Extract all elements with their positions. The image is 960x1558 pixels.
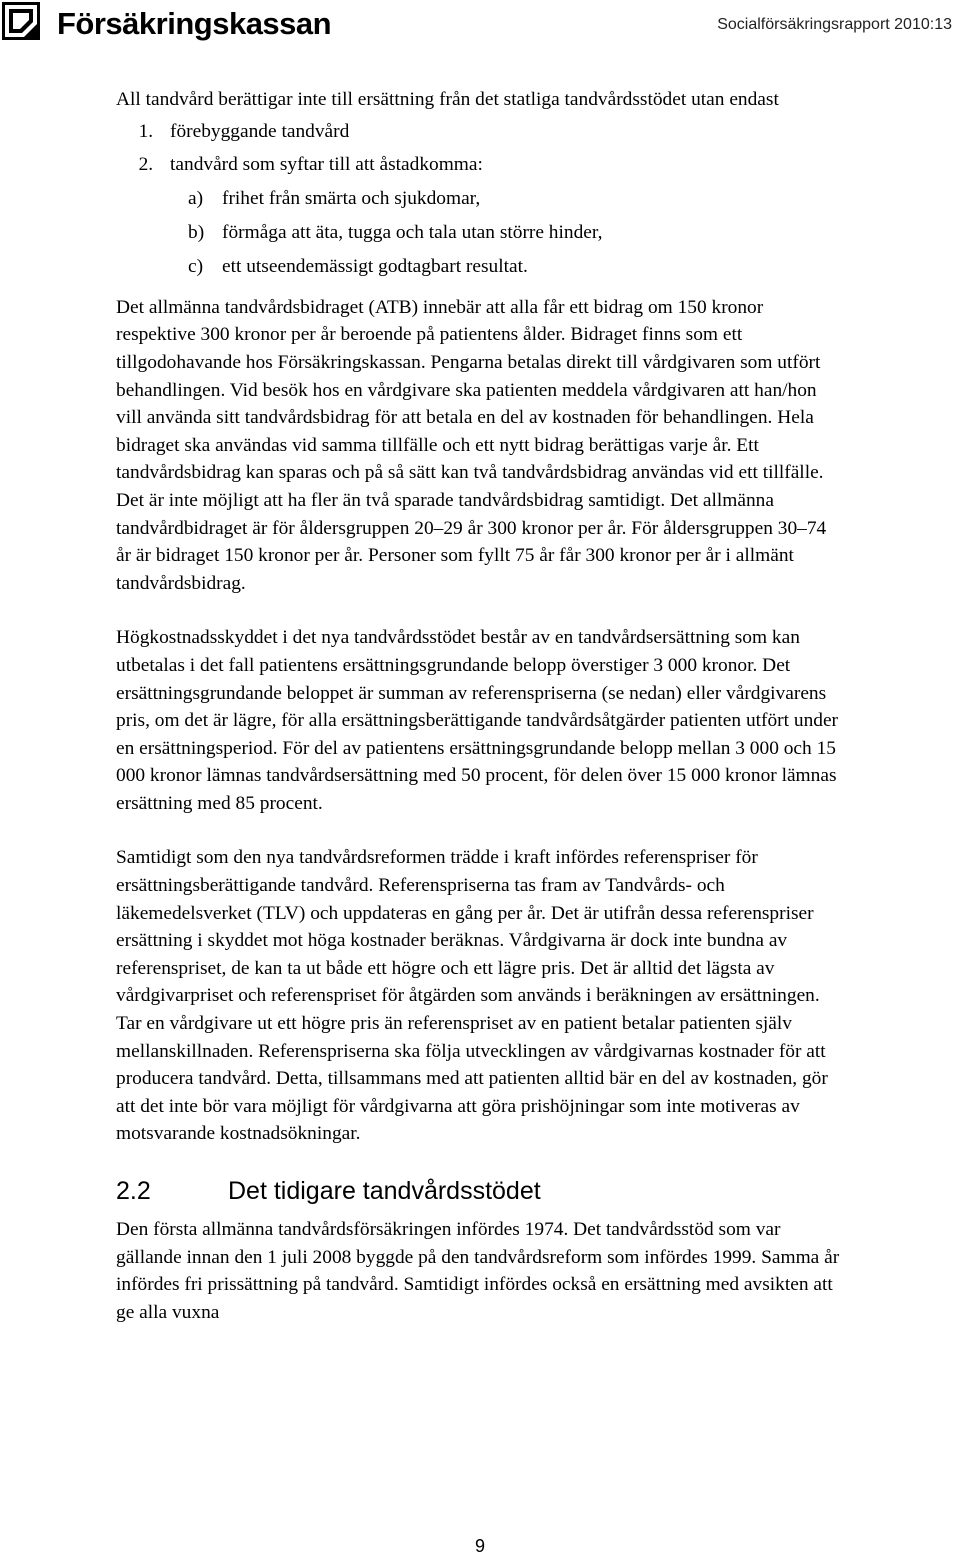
sub-list-letter: a) (188, 187, 204, 209)
sub-list-letter: b) (188, 221, 205, 243)
page-number: 9 (474, 1536, 485, 1556)
document-body (116, 86, 846, 1326)
sub-list-text: förmåga att äta, tugga och tala utan större hinder, (222, 221, 603, 243)
section-number: 2.2 (116, 1177, 151, 1205)
list-item (158, 118, 846, 146)
atb-paragraph: Det allmänna tandvårdsbidraget (ATB) innebär att alla får ett bidrag om 150 kronor respektive 300 kronor per år beroende på patientens ålder. Bidraget finns som ett tillgodohavande hos Försäkringskassan. Pengarna betalas direkt till vårdgivaren som utfört behandlingen. Vid besök hos en vårdgivare ska patienten meddela vårdgivaren att han/hon vill använda sitt tandvårdsbidrag för att betala en del av kostnaden för behandlingen. Hela bidraget ska användas vid samma tillfälle och ett nytt bidrag berättigas varje år. Ett tandvårdsbidrag kan sparas och på så sätt kan två tandvårdsbidrag användas vid ett tillfälle. Det är inte möjligt att ha fler än två sparade tandvårdsbidrag samtidigt. Det allmänna tandvårdbidraget är för åldersgruppen 20–29 år 300 kronor per år. För åldersgruppen 30–74 år är bidraget 150 kronor per år. Personer som fyllt 75 år får 300 kronor per år i allmänt tandvårdsbidrag. (116, 296, 827, 594)
section-paragraph: Den första allmänna tandvårdsförsäkringen infördes 1974. Det tandvårdsstöd som var gällande innan den 1 juli 2008 byggde på den tandvårdsreform som infördes 1999. Samma år infördes fri prissättning på tandvård. Samtidigt infördes också en ersättning med avsikten att ge alla vuxna (116, 1219, 840, 1323)
logo-icon (2, 2, 40, 40)
intro-paragraph: All tandvård berättigar inte till ersättning från det statliga tandvårdsstödet utan endast (116, 89, 779, 110)
hogkostnadsskydd-paragraph: Högkostnadsskyddet i det nya tandvårdsstödet består av en tandvårdsersättning som kan utbetalas i det fall patientens ersättningsgrundande belopp överstiger 3 000 kronor. Det ersättningsgrundande beloppet är summan av referenspriserna (se nedan) eller vårdgivarens pris, om det är lägre, för alla ersättningsberättigande tandvårdsåtgärder patienten utfört under en ersättningsperiod. För del av patientens ersättningsgrundande belopp mellan 3 000 och 15 000 kronor lämnas tandvårdsersättning med 50 procent, för delen över 15 000 kronor lämnas ersättning med 85 procent. (116, 627, 839, 814)
page-header (0, 0, 960, 60)
logo-wordmark: Försäkringskassan (57, 6, 332, 41)
list-item (158, 151, 846, 281)
sub-list-text: frihet från smärta och sjukdomar, (222, 187, 481, 209)
sub-list-item (188, 185, 846, 213)
list-item-text: tandvård som syftar till att åstadkomma: (170, 154, 483, 176)
sub-list-item (188, 219, 846, 247)
section-title: Det tidigare tandvårdsstödet (228, 1177, 541, 1205)
referenspriser-paragraph: Samtidigt som den nya tandvårdsreformen trädde i kraft infördes referenspriser för ersättningsberättigande tandvård. Referenspriserna tas fram av Tandvårds- och läkemedelsverket (TLV) och uppdateras en gång per år. Det är utifrån dessa referenspriser ersättning i skyddet mot höga kostnader beräknas. Vårdgivarna är dock inte bundna av referenspriset, de kan ta ut både ett högre och ett lägre pris. Det är alltid det lägsta av vårdgivarpriset och referenspriset för åtgärden som används i beräkningen av ersättningen. Tar en vårdgivare ut ett högre pris än referenspriset av en patient betalar patienten själv mellanskillnaden. Referenspriserna ska följa utvecklingen av vårdgivarnas kostnader för att producera tandvård. Detta, tillsammans med att patienten alltid bär en del av kostnaden, gör att det inte bör vara möjligt för vårdgivarna att göra prishöjningar som inte motiveras av motsvarande kostnadsökningar. (116, 847, 828, 1145)
sub-list-item (188, 253, 846, 281)
sub-list-letter: c) (188, 255, 204, 277)
section-heading (116, 1175, 846, 1207)
sub-list-text: ett utseendemässigt godtagbart resultat. (222, 255, 528, 277)
criteria-list (116, 118, 846, 281)
list-item-text: förebyggande tandvård (170, 120, 350, 142)
sub-list (170, 185, 846, 281)
report-identifier: Socialförsäkringsrapport 2010:13 (717, 16, 952, 33)
